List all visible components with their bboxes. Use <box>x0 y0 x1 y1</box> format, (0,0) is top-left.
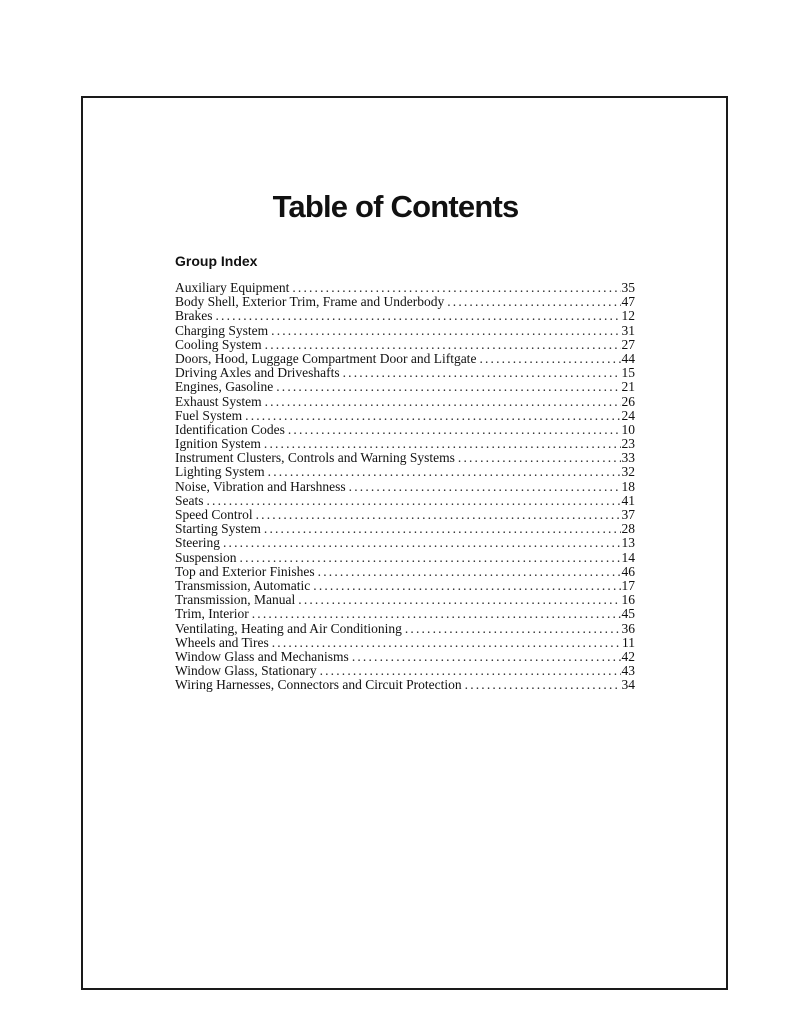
toc-dot-leader <box>265 395 621 409</box>
toc-dot-leader <box>272 636 621 650</box>
toc-dot-leader <box>292 281 620 295</box>
toc-entry-label: Speed Control <box>175 508 253 522</box>
toc-entry[interactable] <box>175 551 635 565</box>
toc-entry-page-number: 34 <box>621 678 635 693</box>
toc-entry[interactable] <box>175 508 635 522</box>
toc-entry-label: Driving Axles and Driveshafts <box>175 366 340 381</box>
toc-entry-page-number: 35 <box>621 281 635 295</box>
toc-entry-label: Transmission, Automatic <box>175 578 311 593</box>
toc-dot-leader <box>318 565 621 579</box>
toc-entry-page-number: 36 <box>621 621 635 636</box>
toc-entry[interactable] <box>175 423 635 437</box>
toc-dot-leader <box>447 295 620 309</box>
toc-entry-page-number: 31 <box>621 323 635 338</box>
toc-entry-page-number: 45 <box>621 607 635 622</box>
toc-entry-label: Steering <box>175 536 220 551</box>
toc-entry-label: Window Glass and Mechanisms <box>175 649 349 664</box>
toc-entry-page-number: 43 <box>621 664 635 679</box>
toc-entry-label: Fuel System <box>175 408 243 423</box>
toc-entry-label: Ventilating, Heating and Air Conditioning <box>175 621 402 636</box>
page-title: Table of Contents <box>272 189 519 224</box>
toc-entry[interactable] <box>175 380 635 394</box>
toc-entry-page-number: 16 <box>621 593 635 608</box>
toc-entry-page-number: 46 <box>621 564 635 579</box>
toc-entry-label: Wiring Harnesses, Connectors and Circuit Protection <box>175 678 462 693</box>
toc-entry-label: Instrument Clusters, Controls and Warning Systems <box>175 451 455 466</box>
toc-entry-page-number: 10 <box>621 422 635 437</box>
toc-entry-page-number: 13 <box>621 536 635 551</box>
toc-entry-page-number: 33 <box>621 451 635 466</box>
toc-entry-label: Doors, Hood, Luggage Compartment Door and Liftgate <box>175 351 477 366</box>
toc-entry[interactable] <box>175 565 635 579</box>
toc-entry-page-number: 26 <box>621 394 635 409</box>
toc-entry-label: Top and Exterior Finishes <box>175 564 315 579</box>
toc-dot-leader <box>265 338 621 352</box>
toc-entry-page-number: 28 <box>621 522 635 537</box>
toc-entry-label: Suspension <box>175 550 237 565</box>
toc-dot-leader <box>479 352 620 366</box>
toc-entry-label: Charging System <box>175 323 269 338</box>
toc-dot-leader <box>352 650 621 664</box>
toc-entry-label: Cooling System <box>175 337 262 352</box>
toc-entry[interactable] <box>175 607 635 621</box>
toc-dot-leader <box>276 380 620 394</box>
toc-entry[interactable] <box>175 437 635 451</box>
toc-entry-label: Noise, Vibration and Harshness <box>175 479 346 494</box>
toc-entry[interactable] <box>175 409 635 423</box>
toc-entry-label: Wheels and Tires <box>175 635 269 650</box>
toc-entry-page-number: 24 <box>621 408 635 423</box>
toc-entry-label: Window Glass, Stationary <box>175 664 317 679</box>
toc-dot-leader <box>458 451 621 465</box>
toc-entry[interactable] <box>175 593 635 607</box>
toc-dot-leader <box>465 678 621 692</box>
toc-dot-leader <box>240 551 621 565</box>
toc-dot-leader <box>245 409 620 423</box>
toc-dot-leader <box>298 593 620 607</box>
toc-entry-page-number: 37 <box>621 508 635 522</box>
toc-entry[interactable] <box>175 536 635 550</box>
toc-entry-label: Identification Codes <box>175 422 285 437</box>
toc-entry-page-number: 41 <box>621 493 635 508</box>
toc-dot-leader <box>320 664 621 678</box>
toc-entry-page-number: 12 <box>621 309 635 324</box>
toc-entry-label: Engines, Gasoline <box>175 380 274 395</box>
toc-entry[interactable] <box>175 451 635 465</box>
toc-entry[interactable] <box>175 522 635 536</box>
toc-entry[interactable] <box>175 295 635 309</box>
toc-entry-page-number: 15 <box>621 366 635 381</box>
toc-entry[interactable] <box>175 579 635 593</box>
toc-entry-label: Trim, Interior <box>175 607 249 622</box>
section-heading: Group Index <box>175 253 258 269</box>
toc-entry-page-number: 18 <box>621 479 635 494</box>
toc-entry[interactable] <box>175 324 635 338</box>
toc-entry-page-number: 44 <box>621 351 635 366</box>
toc-entry-label: Auxiliary Equipment <box>175 281 290 295</box>
toc-dot-leader <box>264 437 621 451</box>
toc-entry[interactable] <box>175 480 635 494</box>
toc-entry-page-number: 47 <box>621 295 635 310</box>
toc-entry[interactable] <box>175 281 635 295</box>
toc-entry[interactable] <box>175 352 635 366</box>
toc-entry-page-number: 14 <box>621 550 635 565</box>
toc-entry-label: Body Shell, Exterior Trim, Frame and Underbody <box>175 295 445 310</box>
toc-entry-label: Ignition System <box>175 437 261 452</box>
toc-dot-leader <box>207 494 621 508</box>
toc-entry-page-number: 11 <box>622 635 635 650</box>
toc-dot-leader <box>271 324 620 338</box>
toc-dot-leader <box>313 579 620 593</box>
toc-dot-leader <box>405 622 621 636</box>
toc-entry-label: Starting System <box>175 522 261 537</box>
toc-entry[interactable] <box>175 494 635 508</box>
toc-dot-leader <box>343 366 621 380</box>
toc-entry-page-number: 42 <box>621 649 635 664</box>
toc-entry[interactable] <box>175 650 635 664</box>
toc-dot-leader <box>223 536 621 550</box>
toc-entry-label: Seats <box>175 493 204 508</box>
toc-entry[interactable] <box>175 366 635 380</box>
toc-entry[interactable] <box>175 636 635 650</box>
toc-entry[interactable] <box>175 338 635 352</box>
toc-entry-page-number: 17 <box>621 578 635 593</box>
toc-entry-page-number: 32 <box>621 465 635 480</box>
toc-entry-label: Transmission, Manual <box>175 593 296 608</box>
toc-dot-leader <box>264 522 621 536</box>
toc-entry[interactable] <box>175 664 635 678</box>
toc-dot-leader <box>349 480 621 494</box>
toc-entry[interactable] <box>175 465 635 479</box>
toc-dot-leader <box>288 423 621 437</box>
toc-entry-page-number: 23 <box>621 437 635 452</box>
toc-entry[interactable] <box>175 309 635 323</box>
toc-dot-leader <box>216 309 621 323</box>
toc-entry-page-number: 27 <box>621 337 635 352</box>
toc-dot-leader <box>268 465 621 479</box>
toc-entry[interactable] <box>175 395 635 409</box>
toc-entry-page-number: 21 <box>621 380 635 395</box>
toc-list <box>175 281 635 692</box>
toc-entry-label: Exhaust System <box>175 394 262 409</box>
toc-entry[interactable] <box>175 622 635 636</box>
toc-dot-leader <box>256 508 621 522</box>
toc-dot-leader <box>252 607 621 621</box>
toc-entry[interactable] <box>175 678 635 692</box>
toc-entry-label: Brakes <box>175 309 213 324</box>
toc-entry-label: Lighting System <box>175 465 265 480</box>
